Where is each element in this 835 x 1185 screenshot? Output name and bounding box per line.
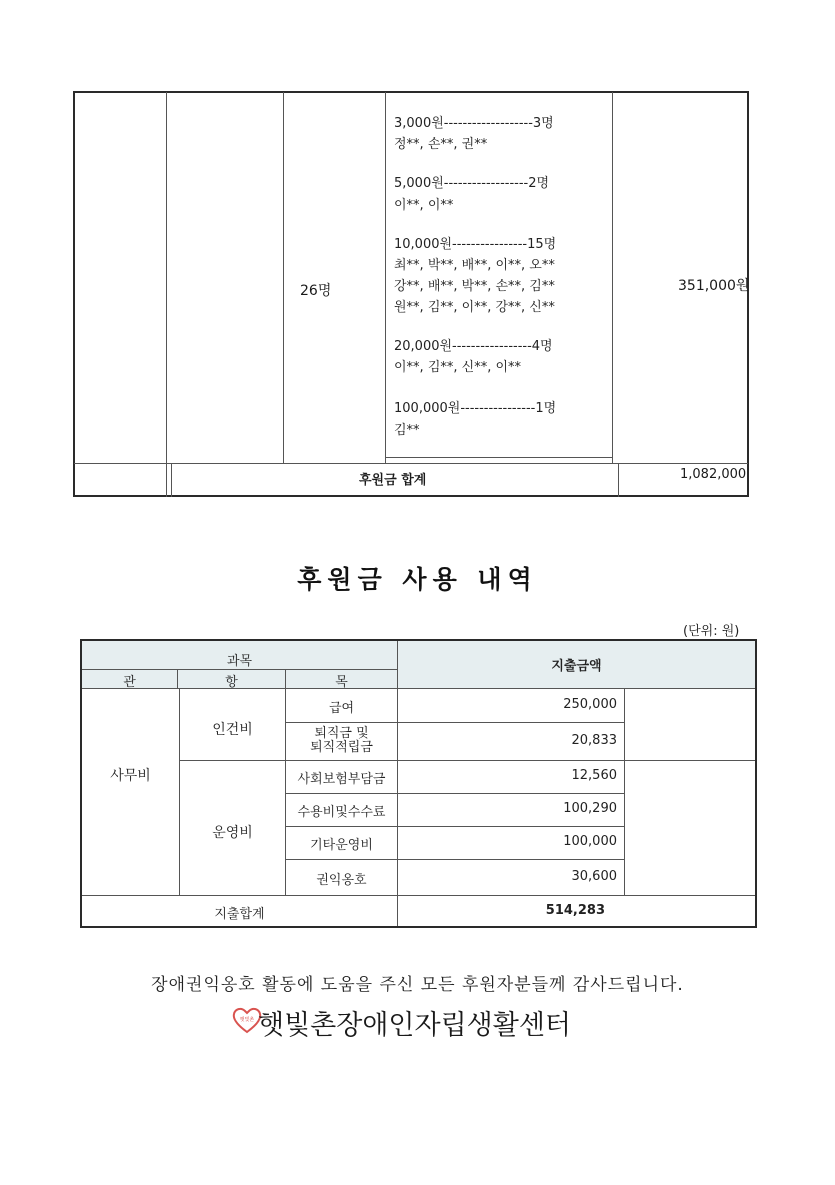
table-divider: [74, 463, 748, 464]
table-divider: [385, 92, 386, 463]
donor-names: 최**, 박**, 배**, 이**, 오**: [394, 258, 555, 273]
usage-total-label: 지출합계: [214, 907, 265, 922]
amount-cell: 30,600: [571, 869, 617, 884]
header-mok: 목: [335, 675, 348, 690]
table-divider: [285, 722, 624, 723]
table-divider: [385, 457, 612, 458]
gwan-cell: 사무비: [110, 768, 151, 784]
mok-cell: 기타운영비: [310, 838, 373, 853]
table-divider: [179, 760, 755, 761]
org-name: 햇빛촌장애인자립생활센터: [258, 1010, 571, 1041]
amount-cell: 250,000: [563, 697, 617, 712]
header-amount: 지출금액: [551, 659, 602, 674]
donor-group-header: 20,000원-----------------4명: [394, 339, 553, 354]
header-group-label: 과목: [226, 654, 253, 669]
donation-total-label: 후원금 합계: [359, 473, 427, 488]
amount-cell: 100,290: [563, 801, 617, 816]
donor-names: 이**, 이**: [394, 198, 454, 213]
mok-cell: 수용비및수수료: [297, 805, 386, 820]
table-divider: [397, 641, 398, 926]
logo-text: 햇빛촌: [239, 1017, 255, 1023]
mok-cell: 사회보험부담금: [297, 772, 386, 787]
donor-names: 정**, 손**, 권**: [394, 137, 488, 152]
page-title: 후원금 사용 내역: [297, 565, 538, 594]
table-divider: [285, 688, 286, 895]
donor-names: 김**: [394, 423, 420, 438]
donation-total-value: 1,082,000: [680, 467, 747, 482]
donor-count: 26명: [300, 283, 332, 299]
table-divider: [283, 92, 284, 463]
header-hang: 항: [225, 675, 238, 690]
donor-names: 강**, 배**, 박**, 손**, 김**: [394, 279, 555, 294]
thanks-message: 장애권익옹호 활동에 도움을 주신 모든 후원자분들께 감사드립니다.: [151, 975, 684, 995]
table-divider: [82, 895, 755, 896]
donor-group-header: 3,000원-------------------3명: [394, 116, 554, 131]
unit-label: (단위: 원): [683, 624, 740, 639]
table-divider: [171, 463, 172, 497]
amount-cell: 100,000: [563, 834, 617, 849]
donor-group-header: 10,000원----------------15명: [394, 237, 557, 252]
donor-group-header: 5,000원------------------2명: [394, 176, 550, 191]
amount-cell: 20,833: [571, 733, 617, 748]
mok-cell: 퇴직금 및: [314, 726, 369, 741]
table-divider: [82, 669, 397, 670]
mok-cell: 급여: [328, 701, 355, 716]
header-gwan: 관: [123, 675, 136, 690]
table-divider: [166, 92, 167, 497]
table-divider: [285, 859, 624, 860]
mok-cell: 퇴직적립금: [310, 740, 373, 755]
mok-cell: 권익옹호: [316, 873, 367, 888]
hang-cell: 운영비: [212, 825, 253, 841]
donation-amount: 351,000원: [678, 278, 750, 294]
hang-cell: 인건비: [212, 722, 253, 738]
donor-names: 이**, 김**, 신**, 이**: [394, 360, 522, 375]
amount-cell: 12,560: [571, 768, 617, 783]
table-divider: [285, 793, 624, 794]
donor-names: 원**, 김**, 이**, 강**, 신**: [394, 300, 555, 315]
table-divider: [624, 688, 625, 895]
donor-group-header: 100,000원----------------1명: [394, 401, 557, 416]
table-divider: [612, 92, 613, 463]
table-divider: [285, 826, 624, 827]
usage-total-value: 514,283: [545, 903, 605, 918]
table-divider: [618, 463, 619, 497]
